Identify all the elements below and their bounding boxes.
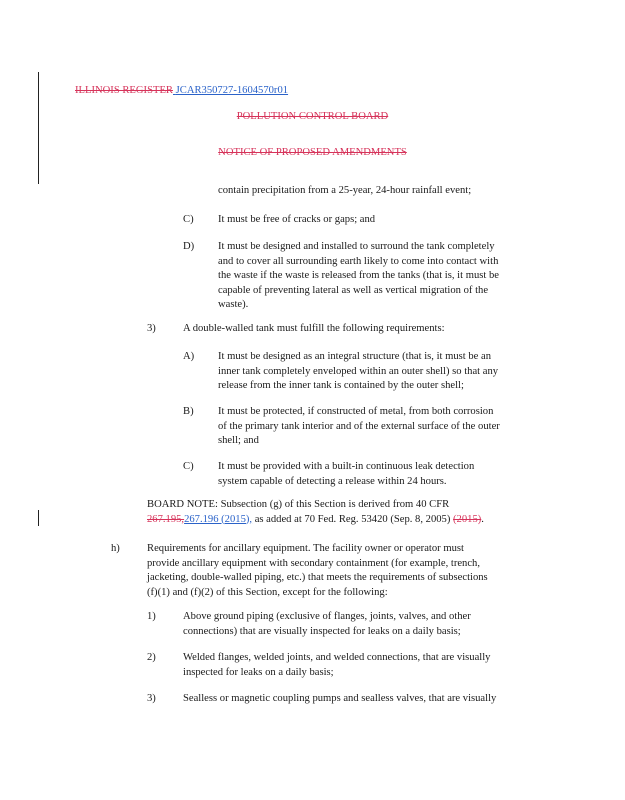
notice-header: NOTICE OF PROPOSED AMENDMENTS	[218, 147, 407, 158]
item-paragraph: It must be designed and installed to surround the tank completely and to cover all surrounding earth likely to come into contact with the waste if the waste is released from the tanks (that is, it must be capable of preventing lateral as well as vertical migration of the waste).	[218, 241, 499, 311]
continuation-line: contain precipitation from a 25-year, 24-hour rainfall event;	[218, 185, 472, 196]
item-label: D)	[183, 241, 195, 252]
item-label: 3)	[147, 693, 156, 704]
item-label: C)	[183, 214, 194, 225]
subsection-paragraph: Requirements for ancillary equipment. The facility owner or operator must provide ancillary equipment with secondary containment (for example, trench, jacketing, double-walled piping, etc.) that meets the requirements of subsections (f)(1) and (f)(2) of this Section, except for the following:	[147, 543, 488, 598]
item-label: 2)	[147, 652, 156, 663]
register-inserted-text: JCAR350727-1604570r01	[175, 85, 289, 96]
year-deleted: (2015)	[453, 513, 482, 525]
item-paragraph: Above ground piping (exclusive of flanges, joints, valves, and other connections) that are visually inspected for leaks on a daily basis;	[183, 611, 471, 637]
board-note: BOARD NOTE: Subsection (g) of this Section is derived from 40 CFR 267.195,267.196 (2015), as added at 70 Fed. Reg. 53420 (Sep. 8, 2005) (2015).	[147, 499, 484, 525]
item-label: B)	[183, 406, 194, 417]
item-label: 1)	[147, 611, 156, 622]
register-deleted-text: ILLINOIS REGISTER	[75, 85, 173, 96]
change-bar-header	[38, 72, 39, 184]
item-paragraph: It must be designed as an integral structure (that is, it must be an inner tank completely enveloped within an outer shell) so that any release from the inner tank is contained by the outer shell;	[218, 351, 499, 392]
change-bar-board-note	[38, 510, 39, 526]
item-paragraph: Sealless or magnetic coupling pumps and sealless valves, that are visually	[183, 693, 497, 704]
cite-inserted: 267.196 (2015),	[184, 513, 253, 525]
subsection-label: h)	[111, 543, 120, 554]
item-paragraph: It must be protected, if constructed of metal, from both corrosion of the primary tank interior and of the external surface of the outer shell; and	[218, 406, 500, 447]
subsection-label: 3)	[147, 323, 156, 334]
board-header: POLLUTION CONTROL BOARD	[236, 111, 389, 122]
item-text: It must be free of cracks or gaps; and	[218, 214, 376, 225]
item-label: A)	[183, 351, 195, 362]
item-paragraph: It must be provided with a built-in continuous leak detection system capable of detecting a release within 24 hours.	[218, 461, 475, 487]
subsection-text: A double-walled tank must fulfill the following requirements:	[183, 323, 445, 334]
item-label: C)	[183, 461, 194, 472]
register-header	[75, 84, 288, 99]
cite-deleted: 267.195,	[147, 513, 185, 525]
item-paragraph: Welded flanges, welded joints, and welded connections, that are visually inspected for leaks on a daily basis;	[183, 652, 491, 678]
